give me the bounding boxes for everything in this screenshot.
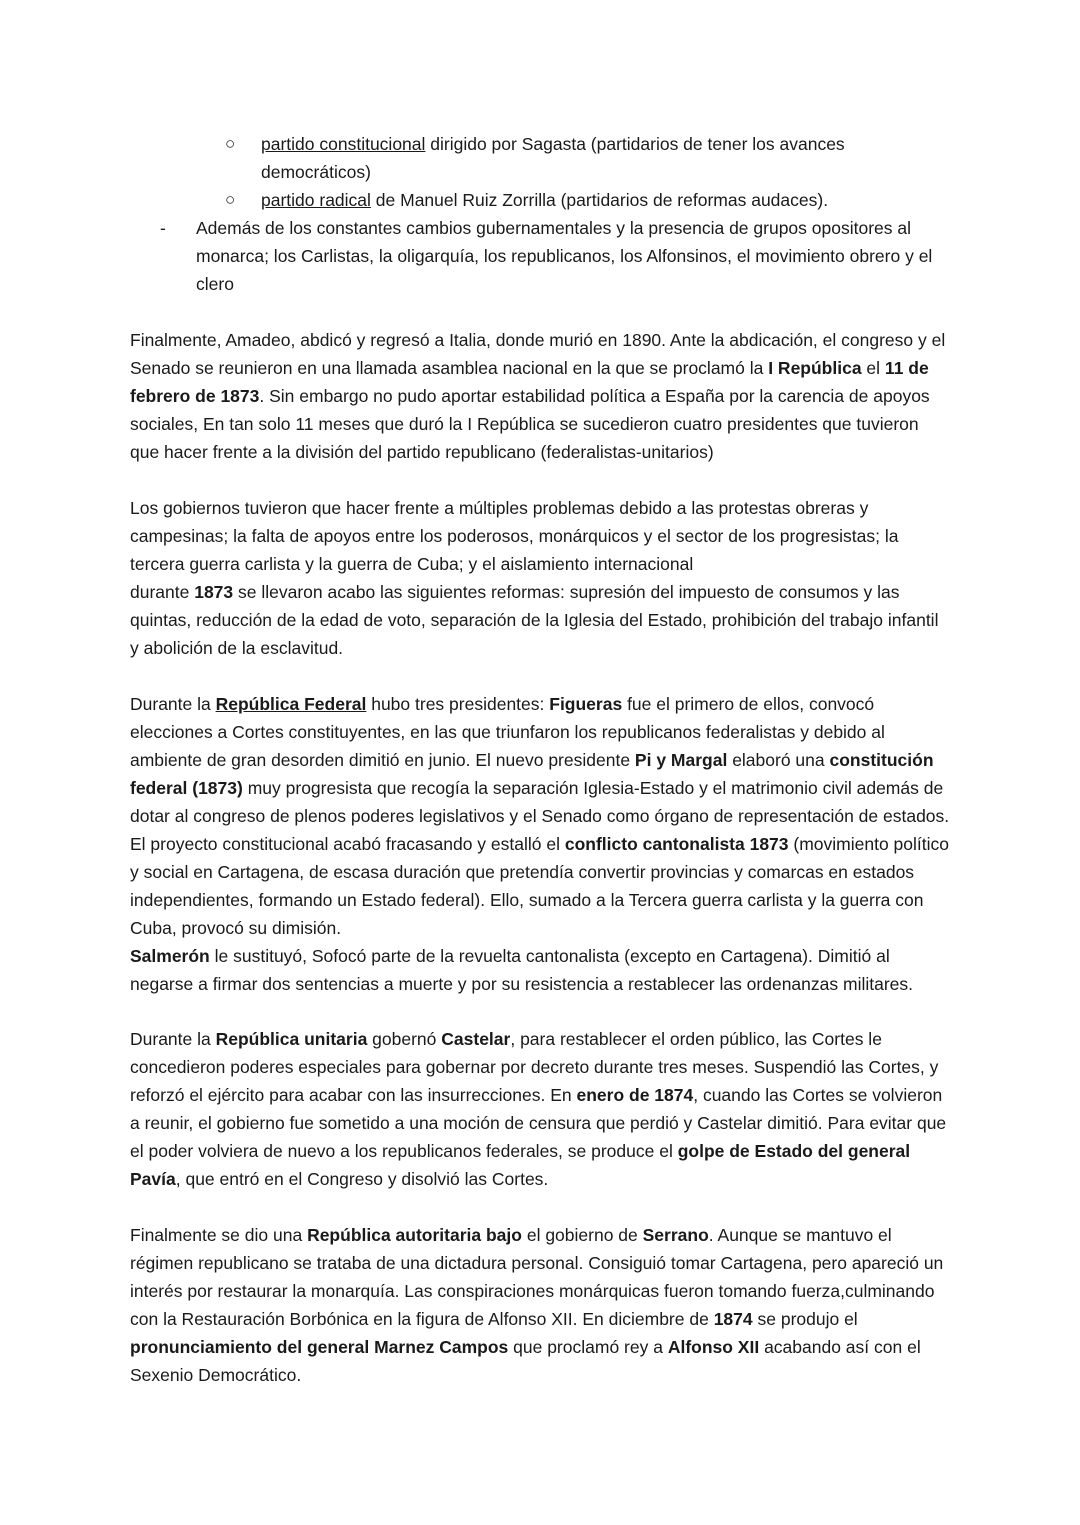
bold-run: 11 de febrero de 1873 xyxy=(130,358,929,406)
opposition-text: Además de los constantes cambios gubernamentales y la presencia de grupos opositores al monarca; los Carlistas, la oligarquía, los republicanos, los Alfonsinos, el movimiento obrero y el clero xyxy=(196,218,933,294)
bold-run: Figueras xyxy=(549,694,623,714)
text-run: Finalmente se dio una xyxy=(130,1225,308,1245)
bold-run: I República xyxy=(768,358,862,378)
party-radical-link: partido radical xyxy=(261,190,371,210)
circle-bullet-icon: ○ xyxy=(225,190,236,209)
text-run: muy progresista que recogía la separación Iglesia-Estado y el matrimonio civil además de dotar al congreso de plenos poderes legislativos y el Senado como órgano de representación de estados. El proyecto constitucional acabó fracasando y estalló el xyxy=(130,778,950,854)
text-run: hubo tres presidentes: xyxy=(366,694,550,714)
bold-run: Alfonso XII xyxy=(667,1337,760,1357)
text-run: se llevaron acabo las siguientes reformas: supresión del impuesto de consumos y las quintas, reducción de la edad de voto, separación de la Iglesia del Estado, prohibición del trabajo infantil y abolición de la esclavitud. xyxy=(130,582,939,658)
text-run: , para restablecer el orden público, las Cortes le concedieron poderes especiales para gobernar por decreto durante tres meses. Suspendió las Cortes, y reforzó el ejército para acabar con las insurrecciones. En xyxy=(130,1029,939,1105)
paragraph-abdication xyxy=(130,326,952,466)
dash-bullet-icon: - xyxy=(160,218,166,238)
text-run: Durante la xyxy=(130,694,216,714)
party-sublist xyxy=(225,130,925,214)
text-run: , cuando las Cortes se volvieron a reunir, el gobierno fue sometido a una moción de censura que perdió y Castelar dimitió. Para evitar que el poder volviera de nuevo a los republicanos federales, se produce el xyxy=(130,1085,947,1161)
text-run: fue el primero de ellos, convocó elecciones a Cortes constituyentes, en las que triunfaron los republicanos federalistas y debido al ambiente de gran desorden dimitió en junio. El nuevo presidente xyxy=(130,694,885,770)
text-run: Los gobiernos tuvieron que hacer frente a múltiples problemas debido a las protestas obreras y campesinas; la falta de apoyos entre los poderosos, monárquicos y el sector de los progresistas; la tercera guerra carlista y la guerra de Cuba; y el aislamiento internacional xyxy=(130,498,899,574)
list-item-text: dirigido por Sagasta (partidarios de tener los avances democráticos) xyxy=(261,134,845,182)
bold-run: golpe de Estado del general Pavía xyxy=(130,1141,911,1189)
text-run: se produjo el xyxy=(752,1309,858,1329)
bold-run: Serrano xyxy=(642,1225,709,1245)
text-run: . Aunque se mantuvo el régimen republicano se trataba de una dictadura personal. Consiguió tomar Cartagena, pero apareció un interés por restaurar la monarquía. Las conspiraciones monárquicas fueron tomando fuerza,culminando con la Restauración Borbónica en la figura de Alfonso XII. En diciembre de xyxy=(130,1225,944,1329)
text-run: Finalmente, Amadeo, abdicó y regresó a Italia, donde murió en 1890. Ante la abdicación, el congreso y el Senado se reunieron en una llamada asamblea nacional en la que se proclamó la xyxy=(130,330,946,378)
circle-bullet-icon: ○ xyxy=(225,134,236,153)
paragraph-unitary-republic xyxy=(130,1025,952,1193)
list-item xyxy=(225,130,925,186)
text-run: , que entró en el Congreso y disolvió las Cortes. xyxy=(175,1169,549,1189)
bold-run: pronunciamiento del general Marnez Campos xyxy=(130,1337,509,1357)
text-run: elaboró una xyxy=(727,750,830,770)
paragraph-authoritarian-republic xyxy=(130,1221,952,1389)
bold-run: Salmerón xyxy=(130,946,210,966)
text-run: gobernó xyxy=(367,1029,442,1049)
text-run: Durante la xyxy=(130,1029,216,1049)
bold-run: Castelar xyxy=(441,1029,511,1049)
bold-underlined-run: República Federal xyxy=(215,694,367,714)
text-run: que proclamó rey a xyxy=(508,1337,668,1357)
text-run: el xyxy=(861,358,885,378)
party-constitutional-link: partido constitucional xyxy=(261,134,426,154)
text-run: . Sin embargo no pudo aportar estabilidad política a España por la carencia de apoyos sociales, En tan solo 11 meses que duró la I República se sucedieron cuatro presidentes que tuvieron que hacer frente a la división del partido republicano (federalistas-unitarios) xyxy=(130,386,930,462)
text-run: el gobierno de xyxy=(521,1225,643,1245)
text-run: le sustituyó, Sofocó parte de la revuelta cantonalista (excepto en Cartagena). Dimitió al negarse a firmar dos sentencias a muerte y por su resistencia a restablecer las ordenanzas militares. xyxy=(130,946,914,994)
paragraph-federal-republic xyxy=(130,690,952,998)
list-item xyxy=(225,186,925,214)
bold-run: conflicto cantonalista 1873 xyxy=(564,834,789,854)
bold-run: constitución federal (1873) xyxy=(130,750,934,798)
bold-run: República unitaria xyxy=(215,1029,368,1049)
bold-run: 1874 xyxy=(713,1309,753,1329)
list-item-text: de Manuel Ruiz Zorrilla (partidarios de reformas audaces). xyxy=(370,190,829,210)
text-run: (movimiento político y social en Cartagena, de escasa duración que pretendía convertir provincias y comarcas en estados independientes, formando un Estado federal). Ello, sumado a la Tercera guerra carlista y la guerra con Cuba, provocó su dimisión. xyxy=(130,834,950,938)
bold-run: enero de 1874 xyxy=(576,1085,694,1105)
bold-run: República autoritaria bajo xyxy=(307,1225,522,1245)
bold-run: 1873 xyxy=(194,582,234,602)
paragraph-problems xyxy=(130,494,952,662)
text-run: acabando así con el Sexenio Democrático. xyxy=(130,1337,921,1385)
text-run: durante xyxy=(130,582,195,602)
opposition-list-item xyxy=(160,214,950,298)
bold-run: Pi y Margal xyxy=(634,750,728,770)
